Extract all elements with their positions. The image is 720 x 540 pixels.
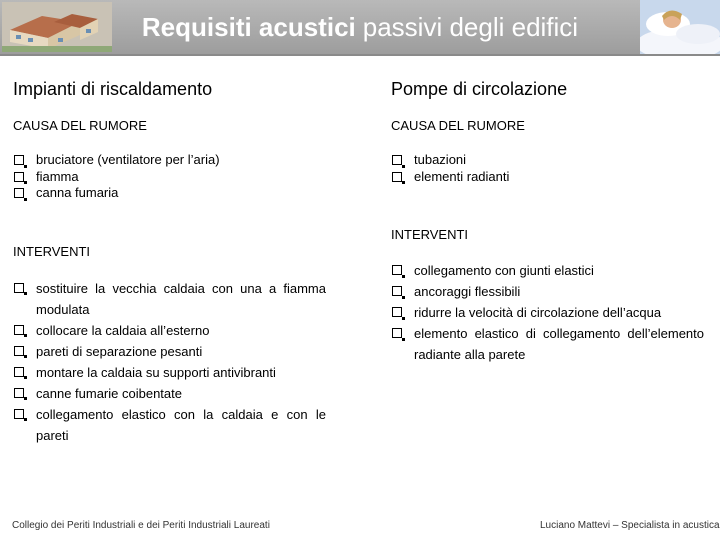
list-item [13,383,326,404]
checkbox-bullet-icon [392,172,402,182]
footer-organization: Collegio dei Periti Industriali e dei Periti Industriali Laureati [12,520,270,531]
heating-causes-list [13,152,326,202]
list-item [391,260,704,281]
list-item [13,185,326,202]
list-item-text: sostituire la vecchia caldaia con una a fiamma modulata [36,280,326,317]
heating-column [13,78,326,446]
list-item [391,323,704,365]
list-item-text: montare la caldaia su supporti antivibranti [36,364,276,380]
list-item [13,362,326,383]
checkbox-bullet-icon [14,409,24,419]
list-item [13,278,326,320]
checkbox-bullet-icon [14,346,24,356]
list-item [13,341,326,362]
list-item-text: tubazioni [414,152,467,167]
heating-interventions-list [13,278,326,446]
checkbox-bullet-icon [14,325,24,335]
heating-interventions-label: INTERVENTI [13,243,91,259]
sleeping-person-icon [640,0,720,54]
list-item-text: collocare la caldaia all’esterno [36,322,210,338]
title-bold: Requisiti acustici [141,11,356,42]
list-item [13,169,326,186]
pumps-cause-label: CAUSA DEL RUMORE [391,118,525,133]
list-item-text: collegamento elastico con la caldaia e con le pareti [36,406,326,443]
list-item-text: ancoraggi flessibili [414,284,521,299]
list-item [391,281,704,302]
list-item-text: pareti di separazione pesanti [36,343,203,359]
list-item-text: elemento elastico di collegamento dell’elemento radiante alla parete [414,326,704,362]
list-item [13,320,326,341]
checkbox-bullet-icon [14,388,24,398]
list-item [391,302,704,323]
list-item-text: fiamma [36,168,79,184]
checkbox-bullet-icon [392,155,402,165]
footer-author: Luciano Mattevi – Specialista in acustica [540,520,720,531]
list-item-text: ridurre la velocità di circolazione dell’acqua [414,305,662,320]
checkbox-bullet-icon [392,286,402,296]
checkbox-bullet-icon [392,328,402,338]
page-title [0,0,720,54]
pumps-causes-list [391,152,704,185]
header-bar [0,0,720,56]
checkbox-bullet-icon [392,307,402,317]
checkbox-bullet-icon [392,265,402,275]
list-item-text: bruciatore (ventilatore per l’aria) [36,152,220,167]
list-item [391,152,704,169]
list-item [391,169,704,186]
list-item-text: canne fumarie coibentate [36,385,182,401]
checkbox-bullet-icon [14,283,24,293]
list-item-text: collegamento con giunti elastici [414,263,594,278]
list-item-text: elementi radianti [414,168,510,184]
heating-cause-label: CAUSA DEL RUMORE [13,118,147,133]
list-item [13,404,326,446]
checkbox-bullet-icon [14,172,24,182]
pumps-interventions-label: INTERVENTI [391,227,469,242]
list-item-text: canna fumaria [36,185,119,200]
list-item [13,152,326,169]
checkbox-bullet-icon [14,155,24,165]
title-rest: passivi degli edifici [362,11,579,42]
pumps-column [391,78,704,365]
checkbox-bullet-icon [14,367,24,377]
pumps-interventions-list [391,260,704,365]
heating-heading: Impianti di riscaldamento [13,79,213,99]
checkbox-bullet-icon [14,188,24,198]
pumps-heading: Pompe di circolazione [391,79,568,99]
